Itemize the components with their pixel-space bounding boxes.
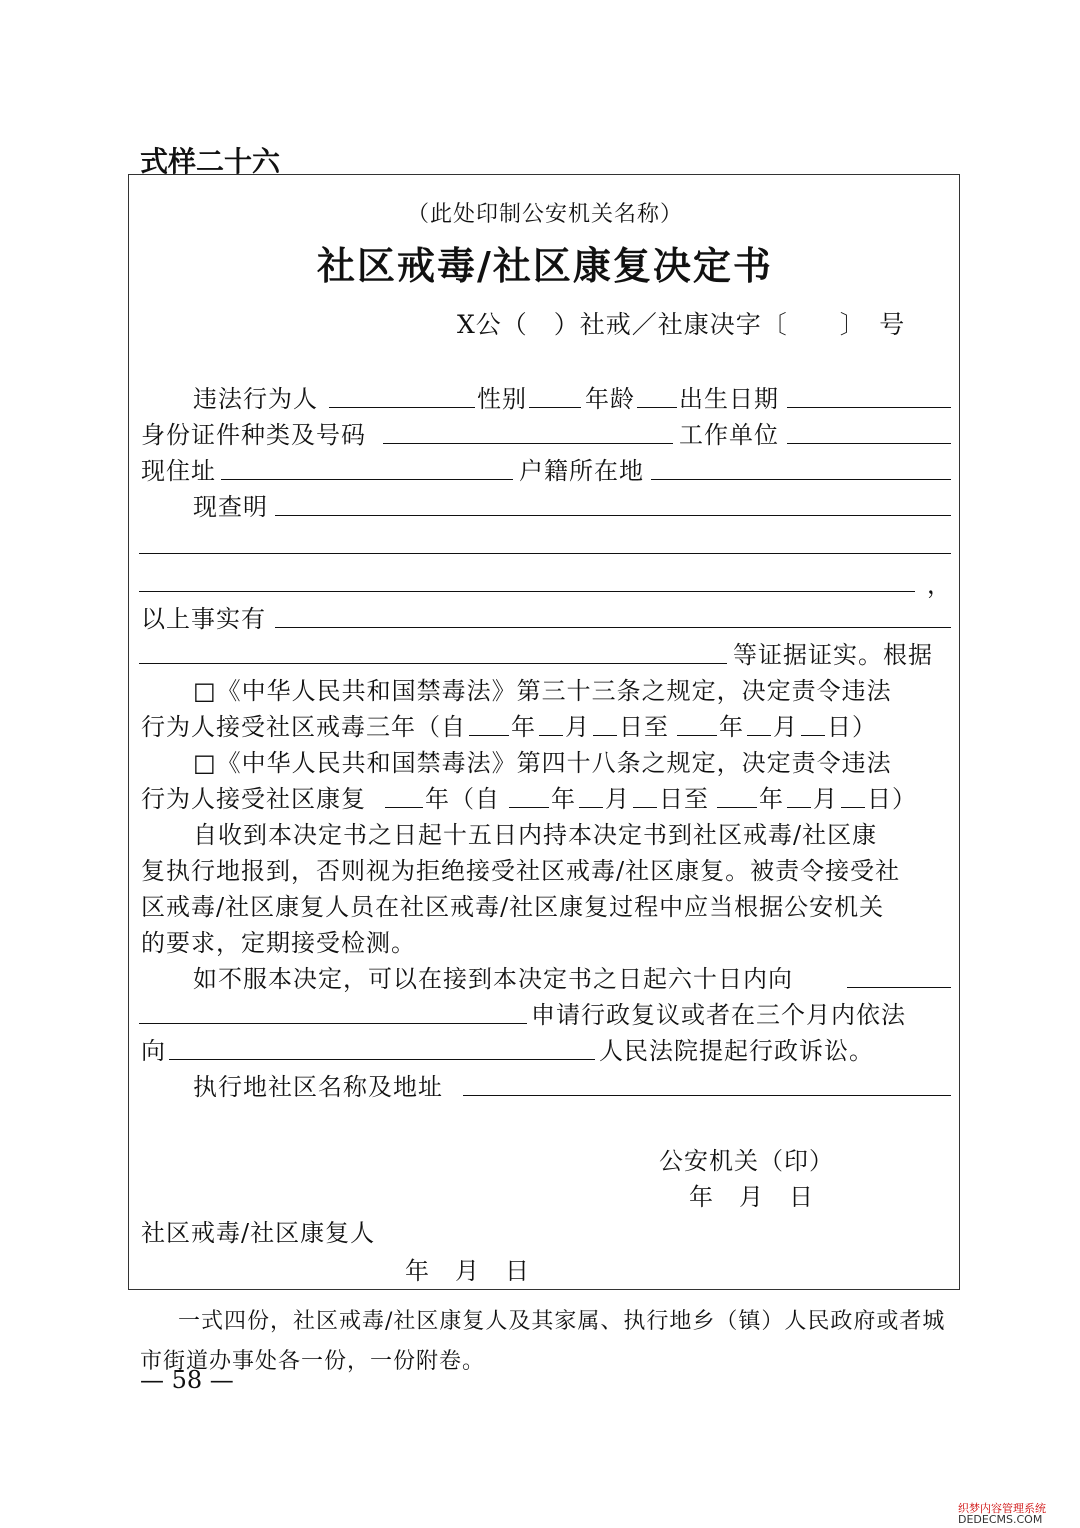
household-blank[interactable]	[651, 479, 951, 480]
workplace-blank[interactable]	[787, 443, 951, 444]
month-label: 月	[565, 713, 590, 741]
clause2-line1: □《中华人民共和国禁毒法》第四十八条之规定，决定责令违法	[193, 749, 892, 777]
form-title: 社区戒毒/社区康复决定书	[317, 243, 773, 288]
gender-blank[interactable]	[529, 407, 581, 408]
year-label: 年	[551, 785, 576, 813]
appeal-line-3-prefix: 向	[141, 1037, 166, 1065]
month-label: 月	[813, 785, 838, 813]
month-label: 月	[773, 713, 798, 741]
gender-label: 性别	[477, 385, 527, 413]
clause2-start-day[interactable]	[633, 807, 657, 808]
watermark-en: DEDECMS.COM	[958, 1513, 1043, 1526]
clause1-end-month[interactable]	[747, 735, 771, 736]
clause2-end-day[interactable]	[841, 807, 865, 808]
clause2-end-year[interactable]	[717, 807, 757, 808]
birth-date-label: 出生日期	[679, 385, 779, 413]
appeal-agency-blank-1[interactable]	[847, 987, 951, 988]
address-blank[interactable]	[221, 479, 513, 480]
day-to-label: 日至	[619, 713, 669, 741]
year-label: 年	[719, 713, 744, 741]
offender-blank[interactable]	[329, 407, 475, 408]
findings-blank-1[interactable]	[275, 515, 951, 516]
appeal-agency-blank-2[interactable]	[139, 1023, 527, 1024]
clause1-start-year[interactable]	[469, 735, 509, 736]
community-address-blank[interactable]	[463, 1095, 951, 1096]
clause1-end-day[interactable]	[801, 735, 825, 736]
police-seal: 公安机关（印）	[659, 1147, 834, 1175]
id-blank[interactable]	[383, 443, 673, 444]
birth-date-blank[interactable]	[787, 407, 951, 408]
evidence-blank-2[interactable]	[139, 663, 727, 664]
agency-name-note: （此处印制公安机关名称）	[406, 202, 683, 227]
workplace-label: 工作单位	[679, 421, 779, 449]
clause1-line1: □《中华人民共和国禁毒法》第三十三条之规定，决定责令违法	[193, 677, 892, 705]
sample-label: 式样二十六	[140, 145, 281, 178]
day-end-label: 日）	[867, 785, 917, 813]
offender-label: 违法行为人	[193, 385, 318, 413]
court-blank[interactable]	[169, 1059, 595, 1060]
clause2-start-month[interactable]	[579, 807, 603, 808]
clause2-start-year[interactable]	[509, 807, 549, 808]
footnote-line-2: 市街道办事处各一份，一份附卷。	[140, 1349, 486, 1374]
appeal-line-2: 申请行政复议或者在三个月内依法	[531, 1001, 906, 1029]
evidence-tail: 等证据证实。根据	[733, 641, 933, 669]
findings-blank-3[interactable]	[139, 591, 915, 592]
age-blank[interactable]	[637, 407, 677, 408]
evidence-label: 以上事实有	[141, 605, 266, 633]
appeal-line-3-suffix: 人民法院提起行政诉讼。	[599, 1037, 874, 1065]
clause1-start-day[interactable]	[593, 735, 617, 736]
clause1-end-year[interactable]	[677, 735, 717, 736]
year-label: 年	[759, 785, 784, 813]
day-end-label: 日）	[827, 713, 877, 741]
clause1-start-month[interactable]	[539, 735, 563, 736]
household-label: 户籍所在地	[519, 457, 644, 485]
clause2-years-blank[interactable]	[385, 807, 423, 808]
notice-line-3: 区戒毒/社区康复人员在社区戒毒/社区康复过程中应当根据公安机关	[141, 893, 885, 921]
notice-line-2: 复执行地报到，否则视为拒绝接受社区戒毒/社区康复。被责令接受社	[141, 857, 901, 885]
address-label: 现住址	[141, 457, 216, 485]
year-label: 年	[511, 713, 536, 741]
evidence-blank-1[interactable]	[275, 627, 951, 628]
page-number: — 58 —	[140, 1366, 234, 1394]
day-to-label: 日至	[659, 785, 709, 813]
community-address-label: 执行地社区名称及地址	[193, 1073, 443, 1101]
decision-form	[128, 174, 960, 1290]
clause2-text: 行为人接受社区康复	[141, 785, 366, 813]
years-label: 年（自	[425, 785, 500, 813]
clause1-text: 行为人接受社区戒毒三年（自	[141, 713, 466, 741]
appeal-line-1: 如不服本决定，可以在接到本决定书之日起六十日内向	[193, 965, 793, 993]
clause2-end-month[interactable]	[787, 807, 811, 808]
seal-date: 年 月 日	[689, 1183, 814, 1211]
notice-line-4: 的要求，定期接受检测。	[141, 929, 416, 957]
recipient-date: 年 月 日	[405, 1257, 530, 1285]
findings-label: 现查明	[193, 493, 268, 521]
month-label: 月	[605, 785, 630, 813]
findings-blank-2[interactable]	[139, 553, 951, 554]
footnote-line-1: 一式四份，社区戒毒/社区康复人及其家属、执行地乡（镇）人民政府或者城	[178, 1309, 946, 1334]
notice-line-1: 自收到本决定书之日起十五日内持本决定书到社区戒毒/社区康	[193, 821, 878, 849]
id-type-label: 身份证件种类及号码	[141, 421, 366, 449]
watermark-cn: 织梦内容管理系统	[958, 1502, 1046, 1515]
document-number: X公（ ）社戒／社康决字〔 〕 号	[457, 310, 906, 339]
age-label: 年龄	[585, 385, 635, 413]
recipient-label: 社区戒毒/社区康复人	[141, 1219, 376, 1247]
findings-comma: ，	[927, 571, 952, 599]
